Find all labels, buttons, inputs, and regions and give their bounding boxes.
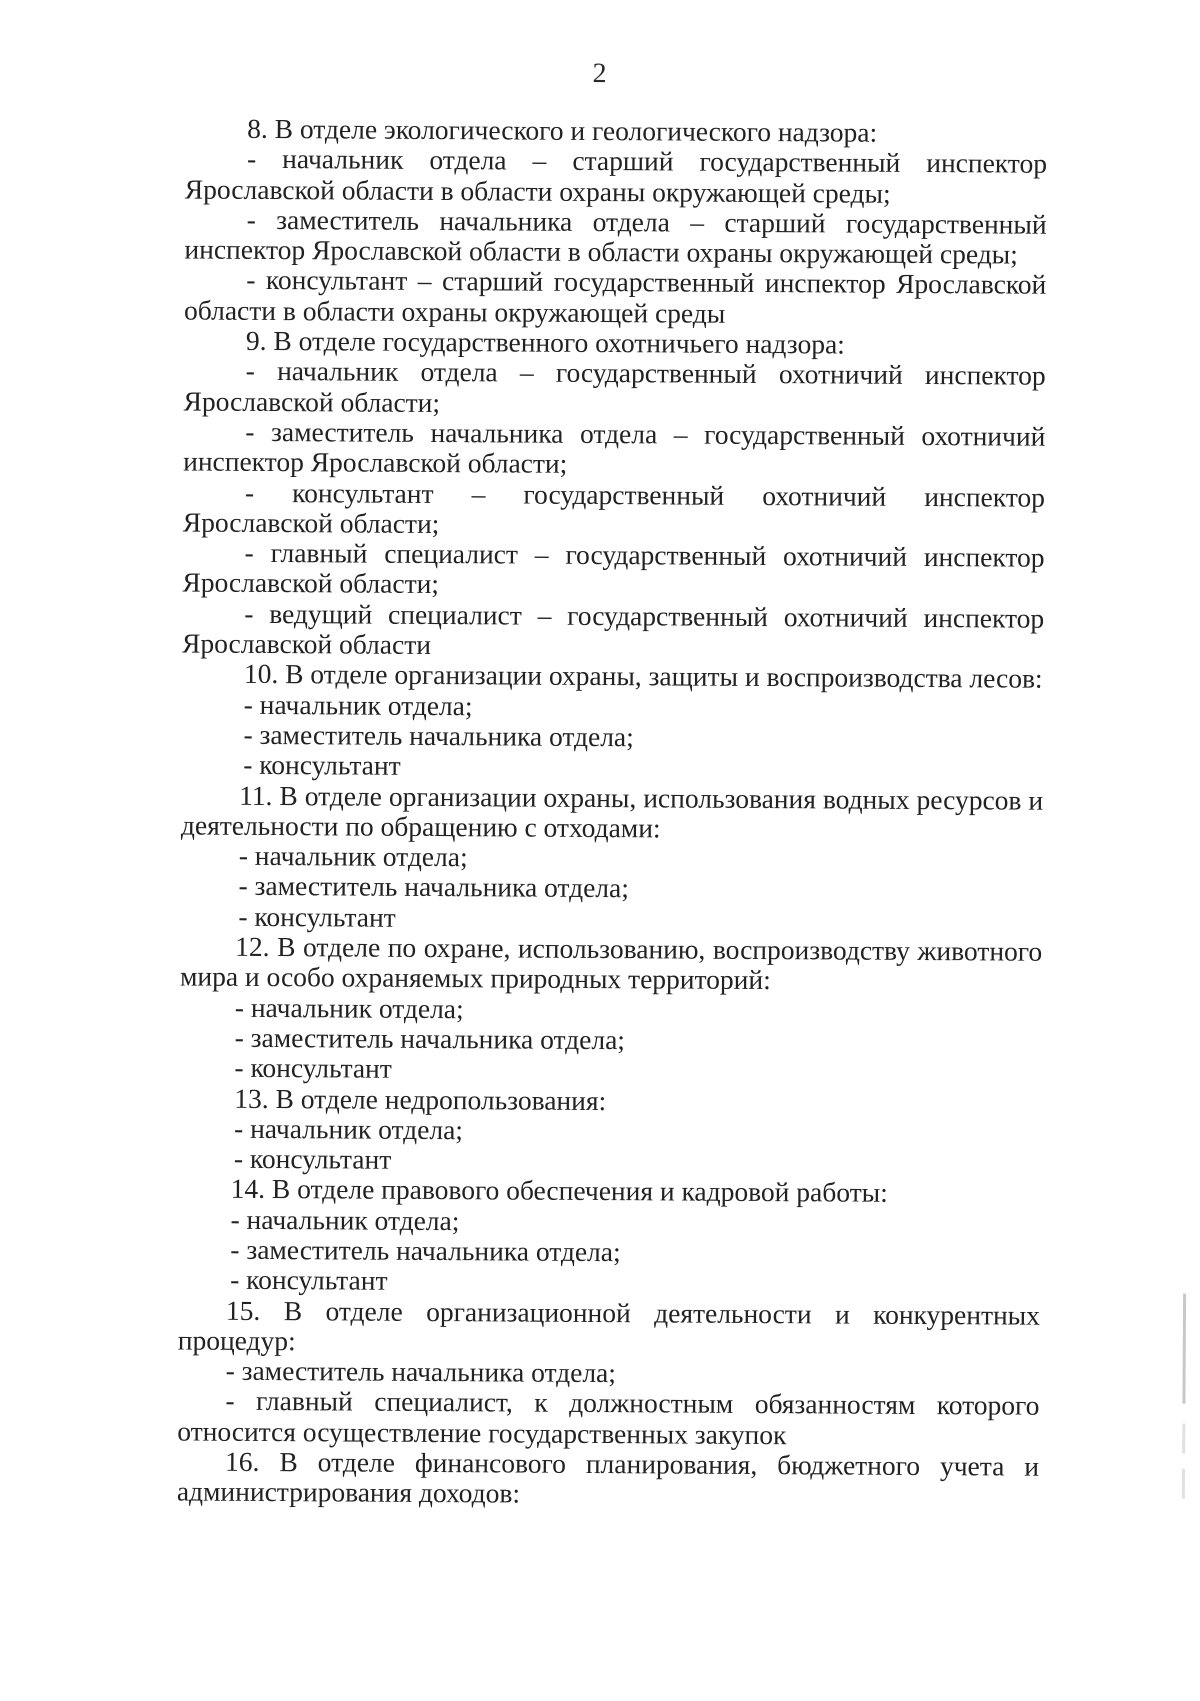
section-heading: 8. В отделе экологического и геологического надзора:	[247, 112, 878, 148]
list-item: - начальник отдела;	[238, 839, 468, 873]
list-item: - заместитель начальника отдела;	[230, 1233, 621, 1268]
list-item: - ведущий специалист – государственный охотничий инспектор Ярославской области	[181, 597, 1045, 661]
list-item: - заместитель начальника отдела;	[225, 1354, 617, 1389]
list-item: - главный специалист, к должностным обязанностям которого относится осуществление государственных закупок	[177, 1385, 1040, 1450]
list-item: - заместитель начальника отдела;	[243, 718, 634, 753]
section-heading: 12. В отделе по охране, использованию, воспроизводству животного мира и особо охраняемых природных территорий:	[179, 930, 1043, 996]
list-item: - заместитель начальника отдела;	[238, 870, 630, 904]
list-item: - консультант	[233, 1142, 392, 1175]
list-item: - начальник отдела;	[234, 1112, 464, 1145]
page-number: 2	[592, 57, 607, 90]
list-item: - консультант	[243, 749, 401, 782]
list-item: - начальник отдела;	[243, 688, 473, 721]
scan-edge-mark	[1182, 1294, 1186, 1404]
list-item: - консультант – старший государственный инспектор Ярославской области в области охраны окружающей среды	[184, 264, 1047, 329]
list-item: - начальник отдела;	[230, 1203, 460, 1236]
section-heading: 9. В отделе государственного охотничьего надзора:	[245, 324, 845, 360]
document-body	[177, 113, 1047, 1512]
section-heading: 16. В отделе финансового планирования, бюджетного учета и администрирования доходов:	[176, 1445, 1040, 1509]
section-heading: 10. В отделе организации охраны, защиты и воспроизводства лесов:	[243, 658, 1043, 695]
list-item: - заместитель начальника отдела;	[234, 1021, 626, 1056]
section-heading: 11. В отделе организации охраны, использования водных ресурсов и деятельности по обращению с отходами:	[180, 779, 1044, 844]
section-heading: 14. В отделе правового обеспечения и кадровой работы:	[230, 1173, 888, 1209]
scan-edge-mark	[1182, 1469, 1185, 1499]
list-item: - консультант	[230, 1264, 388, 1297]
list-item: - заместитель начальника отдела – государственный охотничий инспектор Ярославской области;	[183, 415, 1046, 480]
scan-edge-mark	[1182, 1424, 1185, 1454]
list-item: - заместитель начальника отдела – старший государственный инспектор Ярославской области в области охраны окружающей среды;	[184, 203, 1047, 270]
section-heading: 13. В отделе недропользования:	[234, 1082, 607, 1116]
list-item: - консультант	[234, 1051, 392, 1084]
list-item: - консультант – государственный охотничий инспектор Ярославской области;	[182, 476, 1046, 539]
list-item: - начальник отдела;	[234, 991, 464, 1024]
list-item: - начальник отдела – государственный охотничий инспектор Ярославской области;	[183, 355, 1046, 418]
list-item: - консультант	[238, 900, 396, 933]
section-heading: 15. В отделе организационной деятельности и конкурентных процедур:	[177, 1294, 1041, 1357]
list-item: - главный специалист – государственный охотничий инспектор Ярославской области;	[182, 536, 1045, 600]
list-item: - начальник отдела – старший государственный инспектор Ярославской области в области охраны окружающей среды;	[184, 143, 1048, 209]
